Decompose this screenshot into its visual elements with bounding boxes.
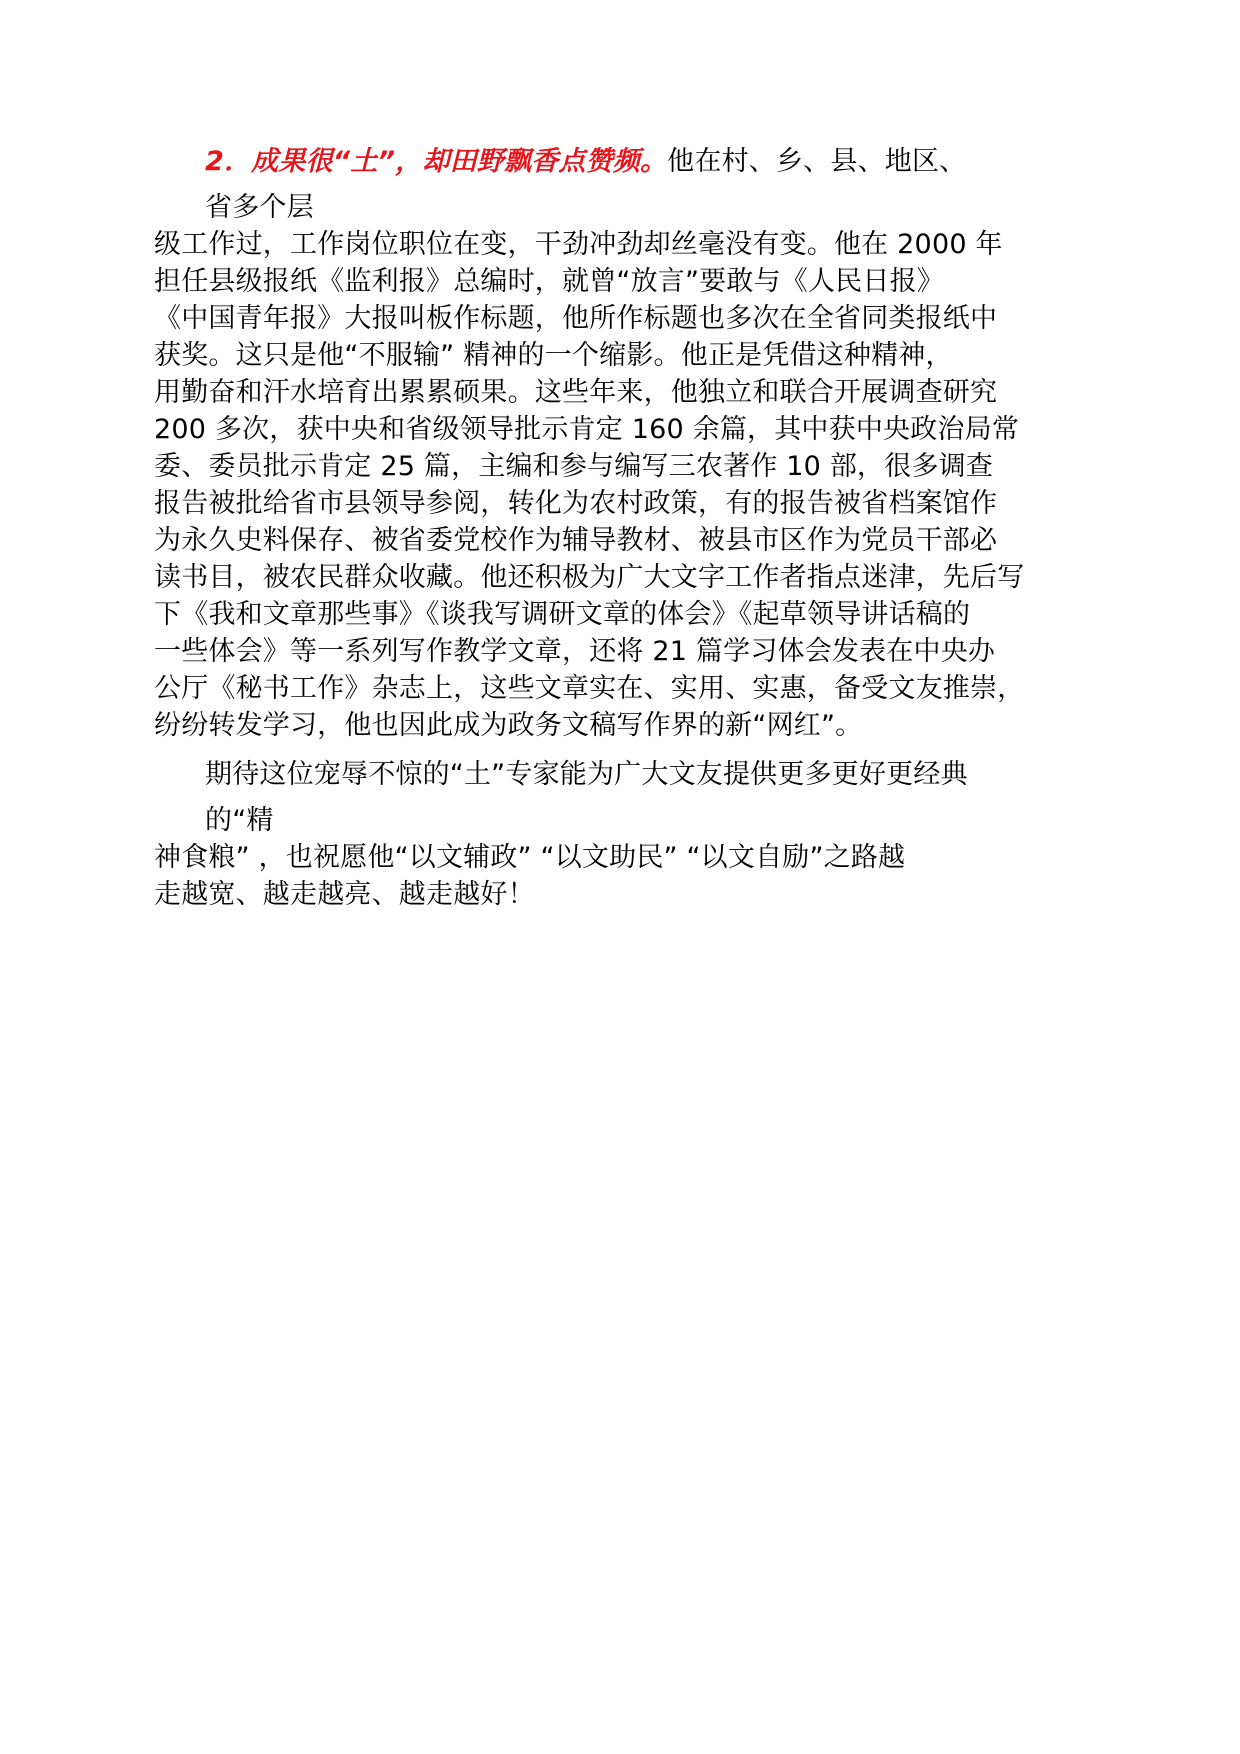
section2-line: 级工作过，工作岗位职位在变，干劲冲劲却丝毫没有变。他在 2000 年 [154,229,1003,260]
section2-first-line [205,144,966,180]
section2-line: 为永久史料保存、被省委党校作为辅导教材、被县市区作为党员干部必 [154,525,998,556]
section2-lead-text: 他在村、乡、县、地区、 [667,146,967,177]
closing-line: 走越宽、越走越亮、越走越好！ [154,879,535,910]
section2-heading: 2．成果很“土”，却田野飘香点赞频。 [205,146,668,177]
section2-line: 获奖。这只是他“不服输” 精神的一个缩影。他正是凭借这种精神， [154,340,953,371]
section2-line: 读书目，被农民群众收藏。他还积极为广大文字工作者指点迷津，先后写 [154,562,1025,593]
section2-line: 委、委员批示肯定 25 篇，主编和参与编写三农著作 10 部，很多调查 [154,451,994,482]
section2-line: 一些体会》等一系列写作教学文章，还将 21 篇学习体会发表在中央办 [154,636,996,667]
section2-line: 担任县级报纸《监利报》总编时，就曾“放言”要敢与《人民日报》 [154,266,944,297]
section2-line: 用勤奋和汗水培育出累累硕果。这些年来，他独立和联合开展调查研究 [154,377,998,408]
section2-line: 《中国青年报》大报叫板作标题，他所作标题也多次在全省同类报纸中 [154,303,998,334]
closing-line: 神食粮” ，也祝愿他“以文辅政” “以文助民” “以文自励”之路越 [154,842,906,873]
section2-line: 公厅《秘书工作》杂志上，这些文章实在、实用、实惠，备受文友推崇， [154,673,1025,704]
section2-line: 200 多次，获中央和省级领导批示肯定 160 余篇，其中获中央政治局常 [154,414,1020,445]
closing-line: 的“精 [205,805,274,836]
section2-line: 纷纷转发学习，他也因此成为政务文稿写作界的新“网红”。 [154,710,863,741]
closing-lead-text: 期待这位宠辱不惊的“土”专家能为广大文友提供更多更好更经典 [205,759,968,790]
section2-line: 报告被批给省市县领导参阅，转化为农村政策，有的报告被省档案馆作 [154,488,998,519]
section2-line: 省多个层 [205,192,314,223]
section2-line: 下《我和文章那些事》《谈我写调研文章的体会》《起草领导讲话稿的 [154,599,971,630]
